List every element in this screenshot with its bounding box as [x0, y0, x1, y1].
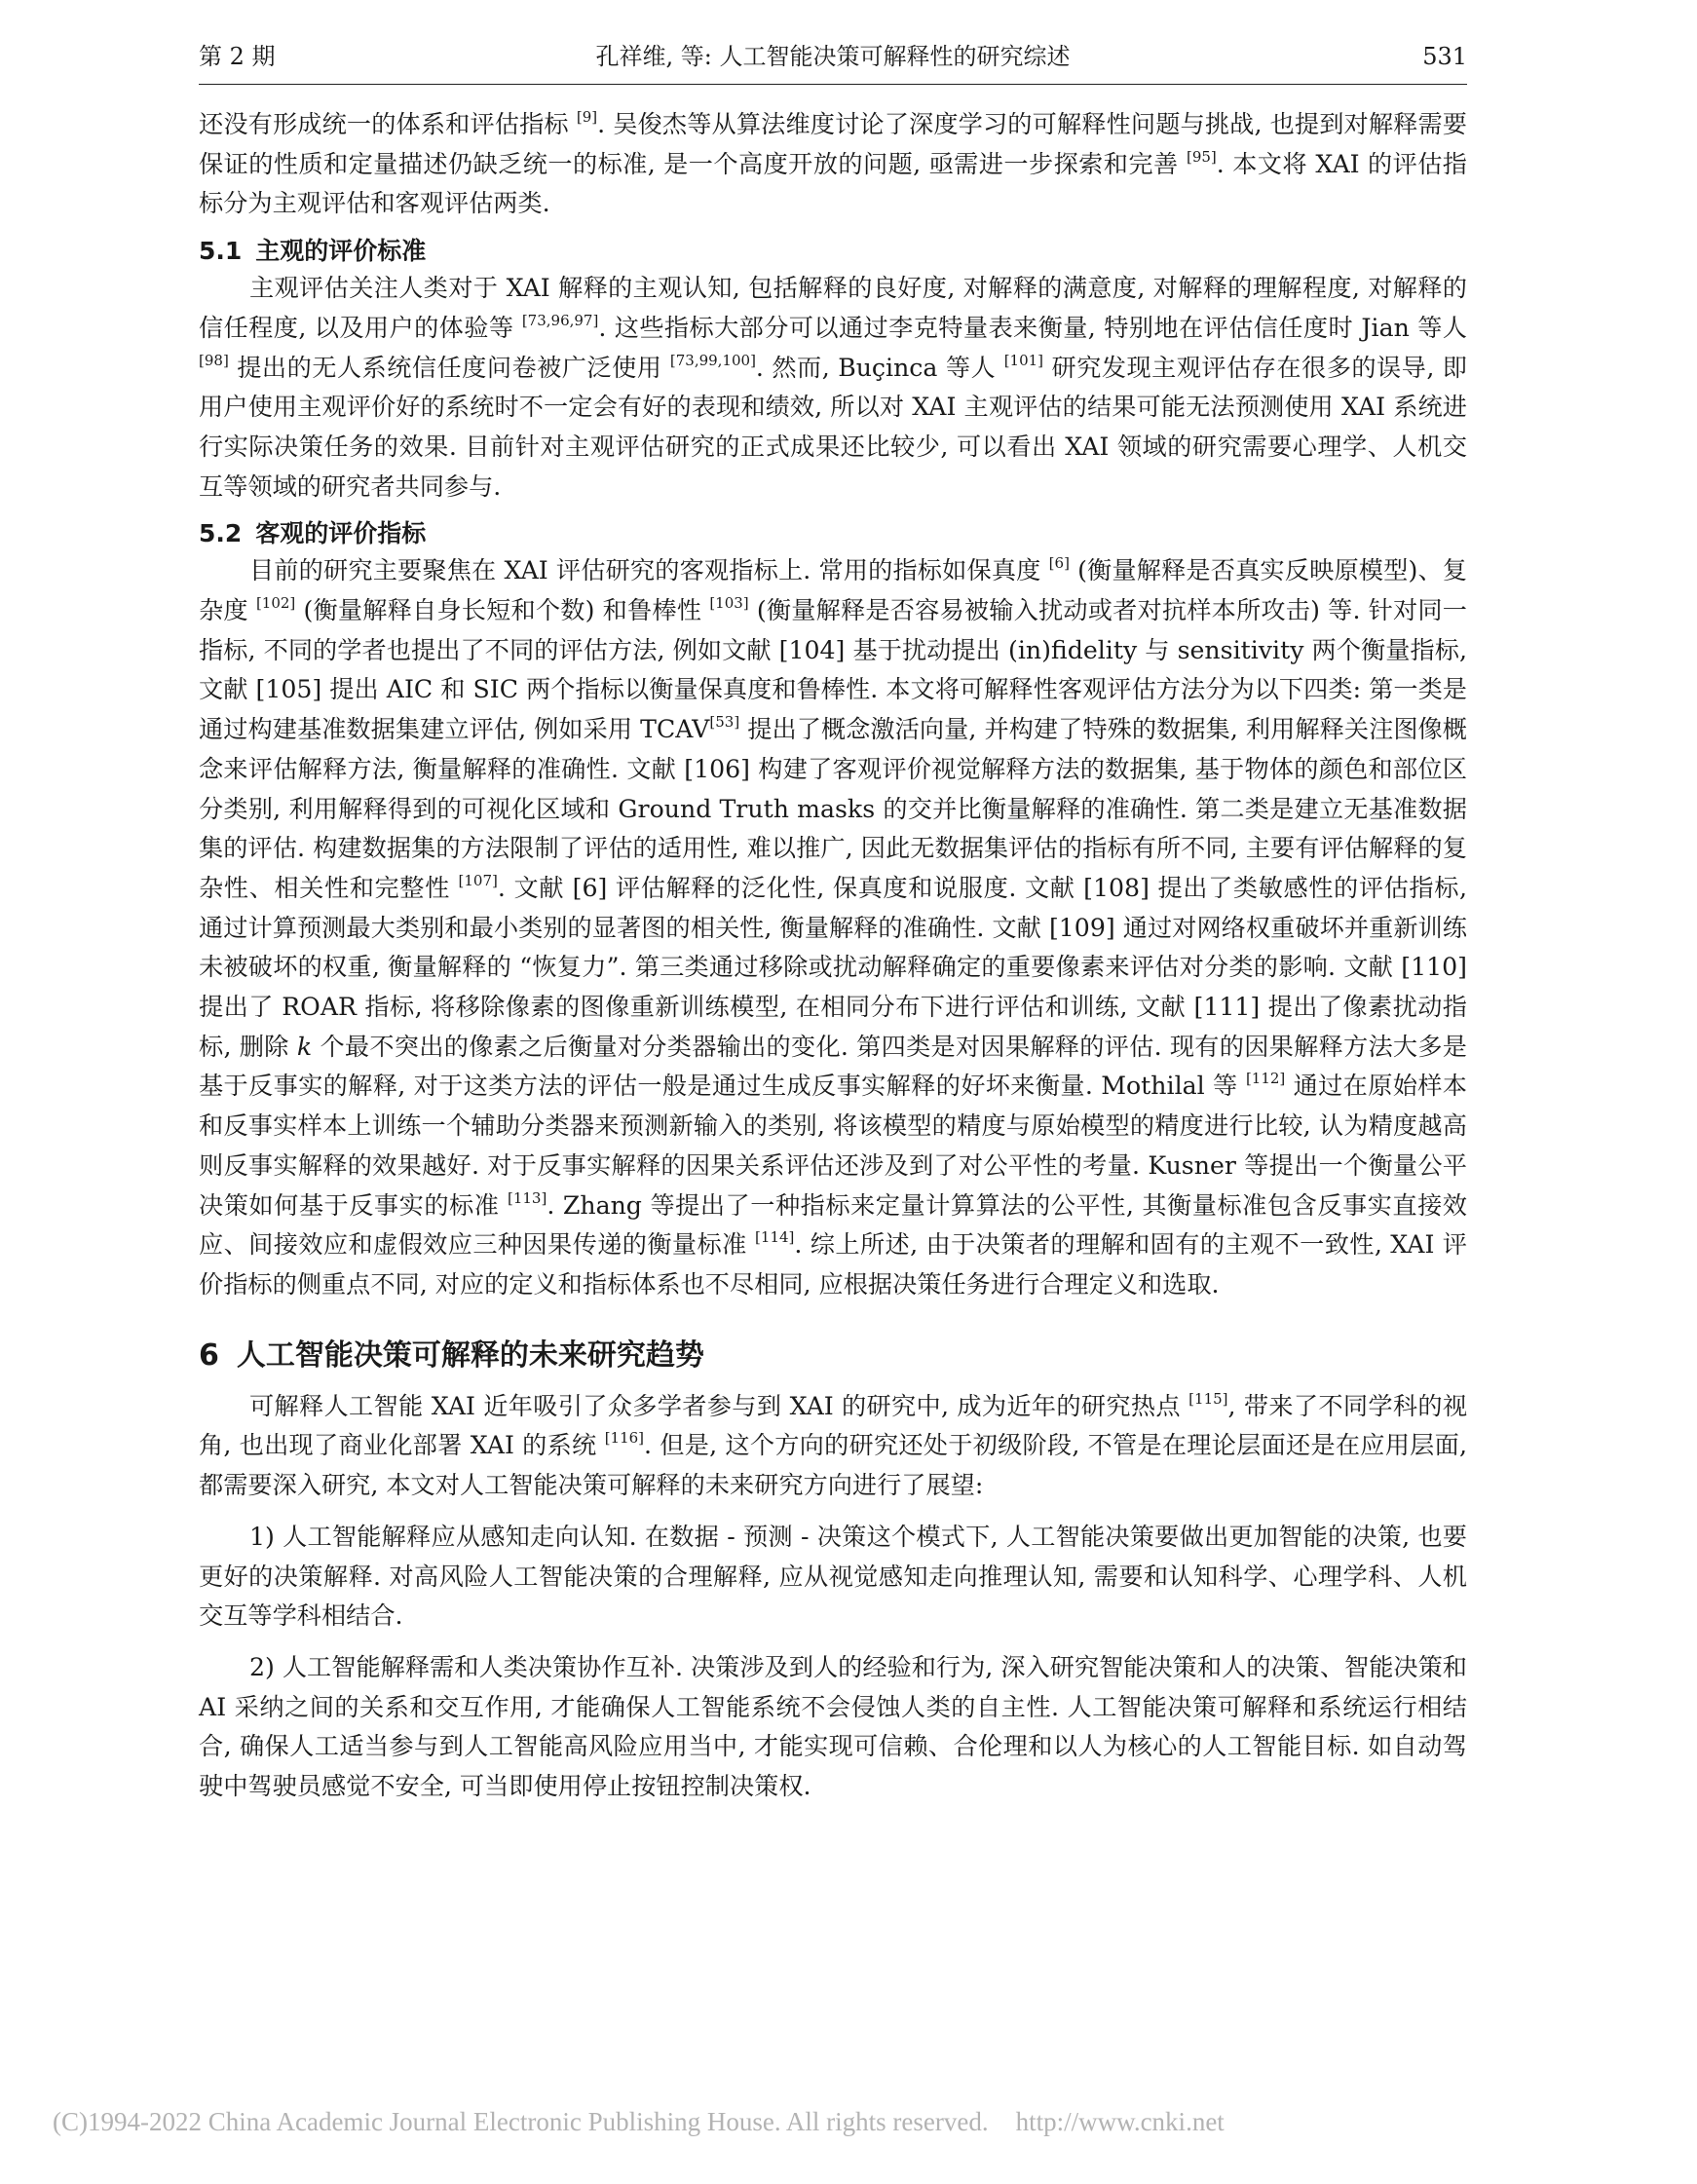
- footer-url[interactable]: http://www.cnki.net: [1015, 2107, 1225, 2136]
- citation-ref[interactable]: [113]: [507, 1188, 547, 1207]
- heading-number: 6: [199, 1337, 219, 1373]
- text-run: . 然而, Buçinca 等人: [755, 353, 1004, 382]
- math-variable: k: [296, 1032, 313, 1061]
- text-run: 研究发现主观评估存在很多的误导, 即用户使用主观评价好的系统时不一定会有好的表现和绩效, 所以对 XAI 主观评估的结果可能无法预测使用 XAI 系统进行实际决策任务的效果. 目前针对主观评估研究的正式成果还比较少, 可以看出 XAI 领域的研究需要心理学、人机交互等领域的研究者共同参与.: [199, 353, 1467, 501]
- text-run: 通过在原始样本和反事实样本上训练一个辅助分类器来预测新输入的类别, 将该模型的精度与原始模型的精度进行比较, 认为精度越高则反事实解释的效果越好. 对于反事实解释的因果关系评估还涉及到了对公平性的考量. Kusner 等提出一个衡量公平决策如何基于反事实的标准: [199, 1072, 1467, 1220]
- citation-ref[interactable]: [53]: [709, 713, 740, 732]
- text-run: 提出了概念激活向量, 并构建了特殊的数据集, 利用解释关注图像概念来评估解释方法, 衡量解释的准确性. 文献 [106] 构建了客观评价视觉解释方法的数据集, 基于物体的颜色和部位区分类别, 利用解释得到的可视化区域和 Ground Truth masks 的交并比衡量解释的准确性. 第二类是建立无基准数据集的评估. 构建数据集的方法限制了评估的适用性, 难以推广, 因此无数据集评估的指标有所不同, 主要有评估解释的复杂性、相关性和完整性: [199, 715, 1467, 902]
- paragraph: [199, 551, 1467, 1304]
- text-run: 还没有形成统一的体系和评估指标: [199, 110, 577, 138]
- citation-ref[interactable]: [95]: [1186, 147, 1217, 166]
- heading-number: 5.2: [199, 519, 243, 548]
- text-run: 目前的研究主要聚焦在 XAI 评估研究的客观指标上. 常用的指标如保真度: [249, 556, 1049, 585]
- paragraph: [199, 105, 1467, 224]
- heading-number: 5.1: [199, 237, 243, 266]
- copyright-notice: (C)1994-2022 China Academic Journal Electronic Publishing House. All rights reserved.: [53, 2107, 989, 2136]
- text-run: 1) 人工智能解释应从感知走向认知. 在数据 - 预测 - 决策这个模式下, 人工智能决策要做出更加智能的决策, 也要更好的决策解释. 对高风险人工智能决策的合理解释, 应从视觉感知走向推理认知, 需要和认知科学、心理学科、人机交互等学科相结合.: [199, 1522, 1467, 1631]
- text-run: 主观评估关注人类对于 XAI 解释的主观认知, 包括解释的良好度, 对解释的满意度, 对解释的理解程度, 对解释的信任程度, 以及用户的体验等: [199, 274, 1467, 342]
- text-run: . 综上所述, 由于决策者的理解和固有的主观不一致性, XAI 评价指标的侧重点不同, 对应的定义和指标体系也不尽相同, 应根据决策任务进行合理定义和选取.: [199, 1230, 1467, 1299]
- citation-ref[interactable]: [103]: [709, 594, 749, 613]
- text-run: . 本文将 XAI 的评估指标分为主观评估和客观评估两类.: [199, 149, 1467, 218]
- text-run: . 吴俊杰等从算法维度讨论了深度学习的可解释性问题与挑战, 也提到对解释需要保证的性质和定量描述仍缺乏统一的标准, 是一个高度开放的问题, 亟需进一步探索和完善: [199, 110, 1467, 178]
- citation-ref[interactable]: [73,99,100]: [669, 351, 756, 369]
- text-run: (衡量解释自身长短和个数) 和鲁棒性: [295, 596, 710, 625]
- text-run: . Zhang 等提出了一种指标来定量计算算法的公平性, 其衡量标准包含反事实直接效应、间接效应和虚假效应三种因果传递的衡量标准: [199, 1190, 1467, 1260]
- running-header: [199, 37, 1467, 76]
- citation-ref[interactable]: [73,96,97]: [521, 311, 599, 329]
- subsection-heading: [199, 234, 1467, 269]
- text-run: . 文献 [6] 评估解释的泛化性, 保真度和说服度. 文献 [108] 提出了类敏感性的评估指标, 通过计算预测最大类别和最小类别的显著图的相关性, 衡量解释的准确性. 文献 [109] 通过对网络权重破坏并重新训练未被破坏的权重, 衡量解释的 “恢复力”. 第三类通过移除或扰动解释确定的重要像素来评估对分类的影响. 文献 [110] 提出了 ROAR 指标, 将移除像素的图像重新训练模型, 在相同分布下进行评估和训练, 文献 [111] 提出了像素扰动指标, 删除: [199, 873, 1467, 1061]
- header-rule: [199, 84, 1467, 85]
- list-paragraph: [199, 1518, 1467, 1637]
- citation-ref[interactable]: [107]: [458, 871, 498, 889]
- list-paragraph: [199, 1648, 1467, 1807]
- text-run: 可解释人工智能 XAI 近年吸引了众多学者参与到 XAI 的研究中, 成为近年的研究热点: [249, 1391, 1189, 1420]
- issue-number: 第 2 期: [199, 43, 276, 70]
- heading-text: 主观的评价标准: [255, 237, 427, 266]
- citation-ref[interactable]: [101]: [1003, 351, 1044, 369]
- citation-ref[interactable]: [112]: [1245, 1070, 1286, 1088]
- citation-ref[interactable]: [9]: [576, 108, 598, 126]
- paragraph: [199, 269, 1467, 507]
- page-number: 531: [1422, 43, 1467, 70]
- citation-ref[interactable]: [114]: [755, 1228, 795, 1247]
- text-run: 2) 人工智能解释需和人类决策协作互补. 决策涉及到人的经验和行为, 深入研究智能决策和人的决策、智能决策和 AI 采纳之间的关系和交互作用, 才能确保人工智能系统不会侵蚀人类的自主性. 人工智能决策可解释和系统运行相结合, 确保人工适当参与到人工智能高风险应用当中, 才能实现可信赖、合伦理和以人为核心的人工智能目标. 如自动驾驶中驾驶员感觉不安全, 可当即使用停止按钮控制决策权.: [199, 1652, 1467, 1801]
- citation-ref[interactable]: [98]: [199, 351, 229, 369]
- citation-ref[interactable]: [115]: [1188, 1389, 1228, 1408]
- text-run: (衡量解释是否真实反映原模型)、复杂度: [199, 556, 1467, 625]
- citation-ref[interactable]: [102]: [255, 594, 296, 613]
- heading-text: 客观的评价指标: [255, 519, 427, 548]
- citation-ref[interactable]: [6]: [1048, 554, 1070, 573]
- heading-text: 人工智能决策可解释的未来研究趋势: [236, 1337, 704, 1373]
- text-run: . 这些指标大部分可以通过李克特量表来衡量, 特别地在评估信任度时 Jian 等人: [598, 313, 1467, 342]
- text-run: . 但是, 这个方向的研究还处于初级阶段, 不管是在理论层面还是在应用层面, 都需要深入研究, 本文对人工智能决策可解释的未来研究方向进行了展望:: [199, 1431, 1467, 1500]
- text-run: (衡量解释是否容易被输入扰动或者对抗样本所攻击) 等. 针对同一指标, 不同的学者也提出了不同的评估方法, 例如文献 [104] 基于扰动提出 (in)fidelity 与 sensitivity 两个衡量指标, 文献 [105] 提出 AIC 和 SIC 两个指标以衡量保真度和鲁棒性. 本文将可解释性客观评估方法分为以下四类: 第一类是通过构建基准数据集建立评估, 例如采用 TCAV: [199, 596, 1467, 744]
- text-run: 提出的无人系统信任度问卷被广泛使用: [228, 353, 670, 382]
- section-heading: [199, 1335, 1467, 1377]
- article-body: [199, 105, 1467, 1807]
- footer: [53, 2104, 1416, 2139]
- text-run: , 带来了不同学科的视角, 也出现了商业化部署 XAI 的系统: [199, 1391, 1468, 1460]
- running-title: 孔祥维, 等: 人工智能决策可解释性的研究综述: [595, 43, 1071, 70]
- text-run: 个最不突出的像素之后衡量对分类器输出的变化. 第四类是对因果解释的评估. 现有的因果解释方法大多是基于反事实的解释, 对于这类方法的评估一般是通过生成反事实解释的好坏来衡量. Mothilal 等: [199, 1032, 1467, 1101]
- paragraph: [199, 1387, 1467, 1506]
- citation-ref[interactable]: [116]: [604, 1429, 645, 1448]
- subsection-heading: [199, 516, 1467, 551]
